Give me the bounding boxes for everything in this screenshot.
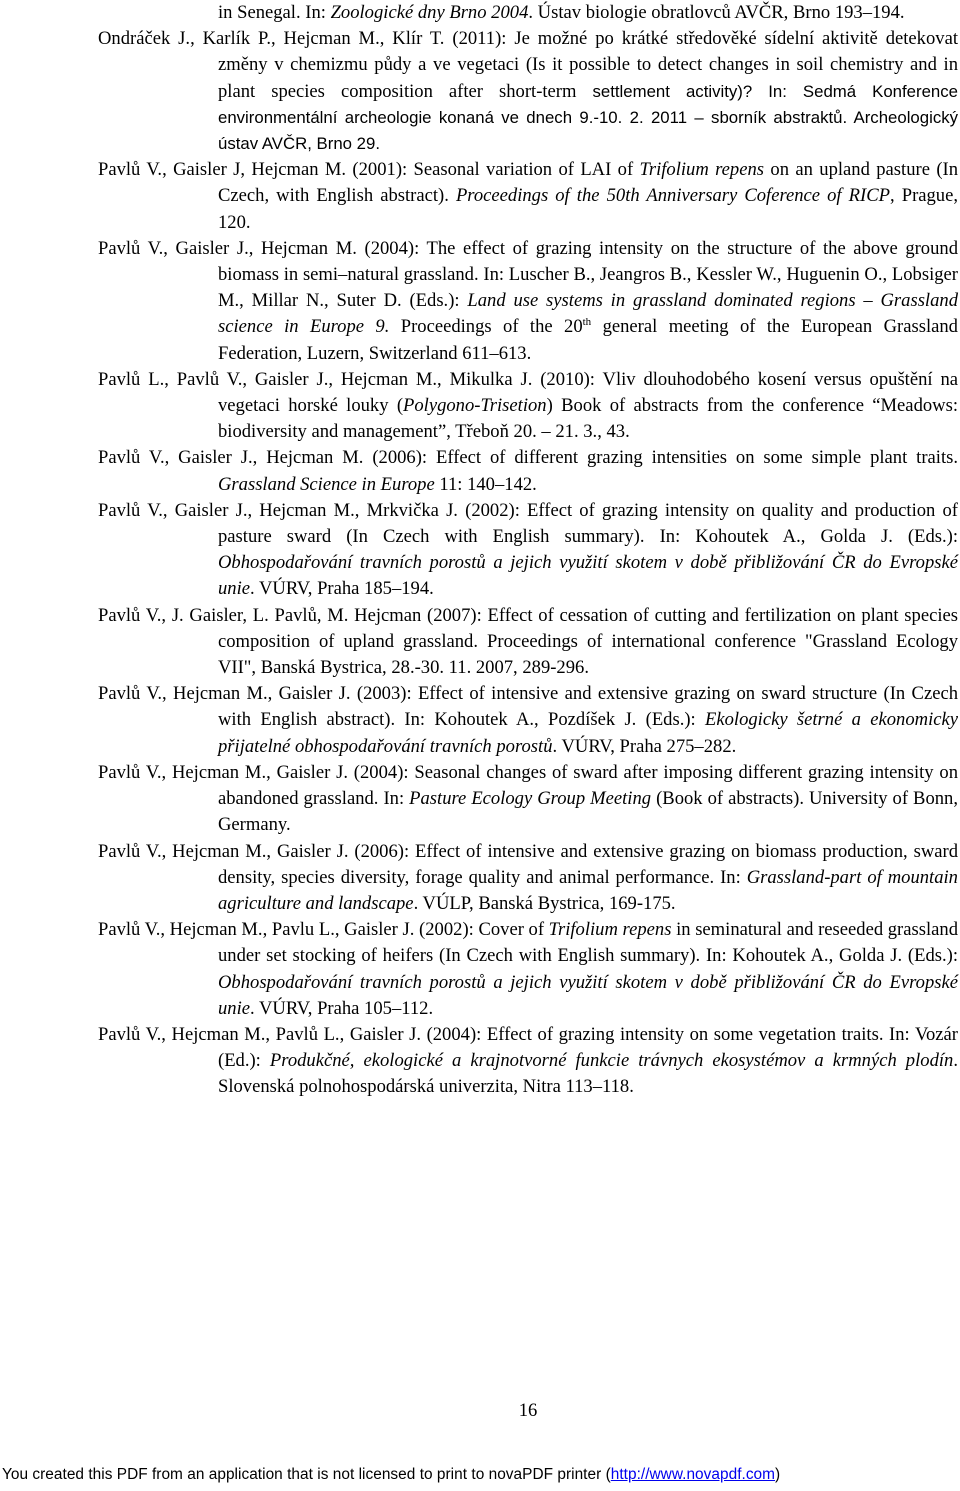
- reference-entry: Ondráček J., Karlík P., Hejcman M., Klír T. (2011): Je možné po krátké středověké sídelní aktivitě detekovat změny v chemizmu půdy a ve vegetaci (Is it possible to detect changes in soil chemistry and in plant species composition after short-term settlement activity)? In: Sedmá Konference environmentální archeologie konaná ve dnech 9.-10. 2. 2011 – sborník abstraktů. Archeologický ústav AVČR, Brno 29.: [98, 28, 958, 154]
- reference-entry: Pavlů V., J. Gaisler, L. Pavlů, M. Hejcman (2007): Effect of cessation of cutting and fertilization on plant species composition of upland grassland. Proceedings of international conference "Grassland Ecology VII", Banská Bystrica, 28.-30. 11. 2007, 289-296.: [98, 604, 958, 679]
- reference-entry: Pavlů V., Gaisler J., Hejcman M. (2006): Effect of different grazing intensities on some simple plant traits. Grassland Science in Europe 11: 140–142.: [98, 447, 958, 495]
- reference-entry: Pavlů V., Hejcman M., Gaisler J. (2006): Effect of intensive and extensive grazing on biomass production, sward density, species diversity, forage quality and animal performance. In: Grassland-part of mountain agriculture and landscape. VÚLP, Banská Bystrica, 169-175.: [98, 840, 958, 914]
- reference-entry: Pavlů V., Gaisler J., Hejcman M., Mrkvička J. (2002): Effect of grazing intensity on quality and production of pasture sward (In Czech with English summary). In: Kohoutek A., Golda J. (Eds.): Obhospodařování travních porostů a jejich využití skotem v době přibližování ČR do Evropské unie. VÚRV, Praha 185–194.: [98, 499, 958, 600]
- footer-text-end: ): [775, 1466, 781, 1483]
- reference-entry: Pavlů V., Gaisler J, Hejcman M. (2001): Seasonal variation of LAI of Trifolium repens on an upland pasture (In Czech, with English abstract). Proceedings of the 50th Anniversary Coference of RICP, Prague, 120.: [98, 159, 959, 233]
- footer-link[interactable]: http://www.novapdf.com: [610, 1466, 776, 1483]
- reference-entry: Pavlů L., Pavlů V., Gaisler J., Hejcman M., Mikulka J. (2010): Vliv dlouhodobého kosení versus opuštění na vegetaci horské louky (Polygono-Trisetion) Book of abstracts from the conference “Meadows: biodiversity and management”, Třeboň 20. – 21. 3., 43.: [98, 368, 958, 443]
- reference-list: [98, 0, 958, 1101]
- reference-entry: Pavlů V., Hejcman M., Pavlů L., Gaisler J. (2004): Effect of grazing intensity on some vegetation traits. In: Vozár (Ed.): Produkčné, ekologické a krajnotvorné funkcie trávnych ekosystémov a krmných plodín. Slovenská polnohospodárská univerzita, Nitra 113–118.: [98, 1023, 958, 1098]
- page-number: 16: [518, 1400, 538, 1421]
- reference-entry: Pavlů V., Hejcman M., Gaisler J. (2003): Effect of intensive and extensive grazing on sward structure (In Czech with English abstract). In: Kohoutek A., Pozdíšek J. (Eds.): Ekologicky šetrné a ekonomicky přijatelné obhospodařování travních porostů. VÚRV, Praha 275–282.: [98, 683, 958, 757]
- reference-entry: Pavlů V., Gaisler J., Hejcman M. (2004): The effect of grazing intensity on the structure of the above ground biomass in semi–natural grassland. In: Luscher B., Jeangros B., Kessler W., Huguenin O., Lobsiger M., Millar N., Suter D. (Eds.): Land use systems in grassland dominated regions – Grassland science in Europe 9. Proceedings of the 20th general meeting of the European Grassland Federation, Luzern, Switzerland 611–613.: [98, 237, 958, 364]
- reference-entry: Pavlů V., Hejcman M., Pavlu L., Gaisler J. (2002): Cover of Trifolium repens in seminatural and reseeded grassland under set stocking of heifers (In Czech with English summary). In: Kohoutek A., Golda J. (Eds.): Obhospodařování travních porostů a jejich využití skotem v době přibližování ČR do Evropské unie. VÚRV, Praha 105–112.: [98, 919, 958, 1019]
- novapdf-footer: [2, 1466, 960, 1484]
- footer-text: You created this PDF from an application that is not licensed to print to novaPDF printer (: [2, 1466, 611, 1483]
- reference-entry: Pavlů V., Hejcman M., Gaisler J. (2004): Seasonal changes of sward after imposing different grazing intensity on abandoned grassland. In: Pasture Ecology Group Meeting (Book of abstracts). University of Bonn, Germany.: [98, 761, 959, 836]
- reference-entry: in Senegal. In: Zoologické dny Brno 2004. Ústav biologie obratlovců AVČR, Brno 193–194.: [218, 2, 905, 23]
